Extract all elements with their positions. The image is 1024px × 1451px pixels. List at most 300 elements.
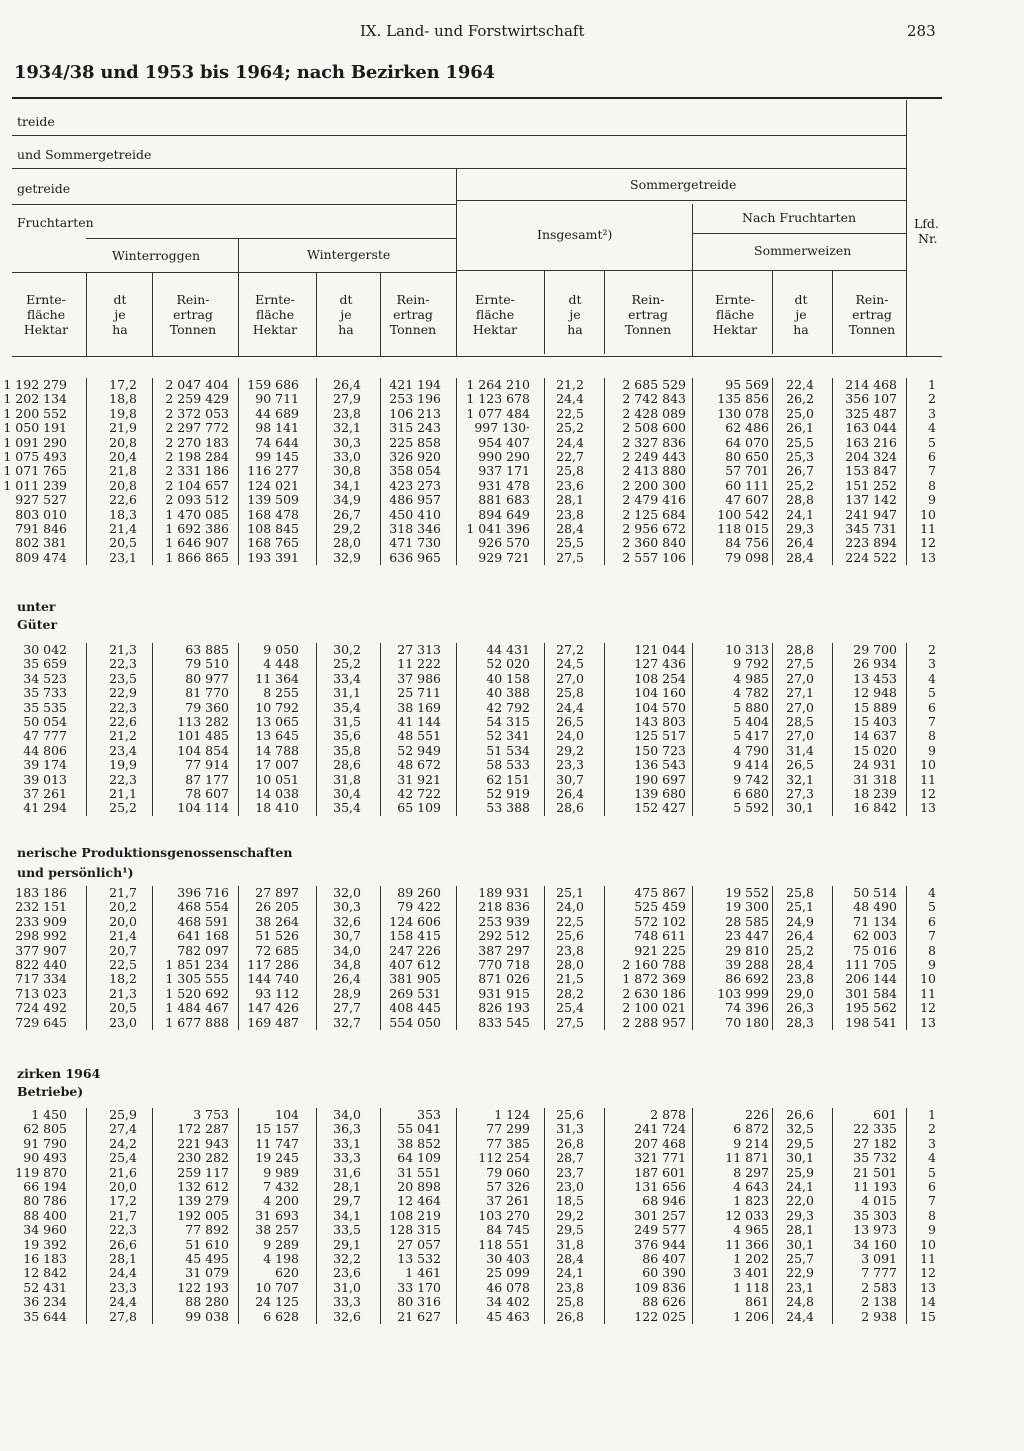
table-cell: 2 100 021: [622, 1000, 686, 1016]
table-cell: 22,5: [556, 913, 584, 929]
table-cell: 2 938: [861, 1308, 897, 1324]
table-cell: 50 054: [23, 714, 67, 729]
header-row-1: treide: [17, 114, 55, 129]
table-cell: 29 700: [853, 642, 897, 657]
row-number: 9: [928, 957, 936, 972]
column-divider: [380, 886, 381, 1030]
table-cell: 29,1: [333, 1236, 361, 1252]
table-cell: 31,6: [333, 1164, 361, 1180]
table-cell: 104 114: [177, 800, 229, 816]
table-cell: 22,7: [556, 449, 584, 464]
table-cell: 45 495: [185, 1251, 229, 1266]
table-cell: 124 021: [247, 477, 299, 493]
table-cell: 269 531: [389, 985, 441, 1001]
table-cell: 108 219: [389, 1207, 441, 1223]
table-cell: 35,6: [333, 728, 361, 744]
table-cell: 1 071 765: [3, 463, 67, 479]
table-cell: 28,0: [556, 957, 584, 972]
row-number: 7: [928, 463, 936, 479]
table-cell: 34,8: [333, 957, 361, 972]
table-cell: 26,4: [786, 928, 814, 944]
table-cell: 25,4: [556, 1000, 584, 1016]
table-cell: 13 065: [255, 714, 299, 729]
table-cell: 118 551: [478, 1236, 530, 1252]
table-cell: 25 099: [486, 1265, 530, 1281]
table-cell: 11 747: [255, 1135, 299, 1151]
table-cell: 2 047 404: [165, 377, 229, 392]
table-cell: 15 020: [853, 742, 897, 758]
table-cell: 87 177: [185, 771, 229, 787]
column-header-line: fläche: [26, 307, 66, 322]
header-rule-1: [12, 135, 906, 136]
table-row: [0, 378, 1024, 392]
table-cell: 23,5: [109, 670, 137, 686]
header-column-divider: [604, 270, 605, 354]
table-cell: 44 431: [486, 642, 530, 657]
row-number: 4: [928, 885, 936, 900]
column-header-line: je: [340, 307, 352, 322]
table-cell: 204 324: [845, 449, 897, 464]
table-cell: 104 160: [634, 685, 686, 701]
table-cell: 809 474: [15, 549, 67, 565]
top-rule: [12, 97, 942, 99]
row-number: 8: [928, 728, 936, 744]
table-cell: 22 335: [853, 1121, 897, 1137]
table-cell: 34 960: [23, 1222, 67, 1238]
table-cell: 4 198: [263, 1251, 299, 1266]
table-cell: 396 716: [177, 885, 229, 900]
table-cell: 572 102: [634, 913, 686, 929]
table-cell: 86 407: [642, 1251, 686, 1266]
table-cell: 108 254: [634, 670, 686, 686]
table-cell: 27,2: [556, 642, 584, 657]
table-cell: 30,1: [786, 1236, 814, 1252]
table-cell: 2 104 657: [165, 477, 229, 493]
table-cell: 13 973: [853, 1222, 897, 1238]
table-row: [0, 450, 1024, 464]
table-cell: 198 541: [845, 1014, 897, 1030]
table-cell: 21 501: [853, 1164, 897, 1180]
table-cell: 121 044: [634, 642, 686, 657]
table-cell: 34 402: [486, 1294, 530, 1310]
table-cell: 770 718: [478, 957, 530, 972]
table-cell: 28,9: [333, 985, 361, 1001]
row-number: 13: [920, 549, 936, 565]
table-cell: 18,3: [109, 506, 137, 522]
table-cell: 20,7: [109, 942, 137, 958]
table-cell: 60 111: [725, 477, 769, 493]
table-cell: 28,8: [786, 642, 814, 657]
table-cell: 26,8: [556, 1135, 584, 1151]
column-header-line: fläche: [715, 307, 755, 322]
table-cell: 24,4: [109, 1294, 137, 1310]
table-cell: 62 805: [23, 1121, 67, 1137]
table-row: [0, 551, 1024, 565]
table-cell: 80 977: [185, 670, 229, 686]
table-cell: 39 013: [23, 771, 67, 787]
row-number: 6: [928, 913, 936, 929]
table-cell: 8 297: [733, 1164, 769, 1180]
column-header: [832, 292, 912, 337]
header-column-divider: [152, 272, 153, 356]
table-cell: 127 436: [634, 656, 686, 672]
table-cell: 34 523: [23, 670, 67, 686]
table-cell: 822 440: [15, 957, 67, 972]
column-header-line: ertrag: [852, 307, 892, 322]
table-cell: 2 479 416: [622, 492, 686, 508]
table-cell: 525 459: [634, 899, 686, 915]
row-number: 3: [928, 405, 936, 421]
table-cell: 28 585: [725, 913, 769, 929]
table-cell: 468 591: [177, 913, 229, 929]
table-cell: 292 512: [478, 928, 530, 944]
table-row: [0, 1016, 1024, 1030]
table-cell: 74 396: [725, 1000, 769, 1016]
header-sommergetreide: Sommergetreide: [630, 177, 737, 192]
table-cell: 318 346: [389, 521, 441, 536]
table-row: [0, 944, 1024, 958]
column-divider: [316, 643, 317, 816]
table-cell: 163 044: [845, 420, 897, 436]
table-cell: 77 892: [185, 1222, 229, 1238]
table-cell: 60 390: [642, 1265, 686, 1281]
column-divider: [906, 1108, 907, 1324]
table-cell: 52 919: [486, 786, 530, 801]
table-cell: 27,0: [786, 670, 814, 686]
table-cell: 48 490: [853, 899, 897, 915]
table-cell: 21,2: [556, 377, 584, 392]
row-number: 12: [920, 535, 936, 551]
table-cell: 11 366: [725, 1236, 769, 1252]
table-cell: 21,9: [109, 420, 137, 436]
column-divider: [152, 1108, 153, 1324]
table-cell: 66 194: [23, 1179, 67, 1194]
row-number: 9: [928, 492, 936, 508]
table-row: [0, 900, 1024, 914]
section-subtitle: Betriebe): [17, 1084, 84, 1099]
table-cell: 25,2: [786, 477, 814, 493]
table-cell: 58 533: [486, 757, 530, 773]
table-row: [0, 522, 1024, 536]
table-cell: 11 871: [725, 1150, 769, 1166]
table-cell: 23,8: [556, 506, 584, 522]
table-cell: 32,1: [333, 420, 361, 436]
table-cell: 18 410: [255, 800, 299, 816]
table-cell: 25,8: [556, 1294, 584, 1310]
row-number: 3: [928, 656, 936, 672]
table-cell: 27,0: [786, 699, 814, 715]
table-cell: 53 388: [486, 800, 530, 816]
table-row: [0, 421, 1024, 435]
table-cell: 2 742 843: [622, 391, 686, 407]
table-cell: 26,7: [786, 463, 814, 479]
table-cell: 21,3: [109, 642, 137, 657]
table-cell: 1 872 369: [622, 971, 686, 987]
table-cell: 117 286: [247, 957, 299, 972]
table-row: [0, 787, 1024, 801]
table-cell: 139 680: [634, 786, 686, 801]
table-row: [0, 715, 1024, 729]
table-cell: 24 931: [853, 757, 897, 773]
table-cell: 26 205: [255, 899, 299, 915]
table-cell: 1 866 865: [165, 549, 229, 565]
table-cell: 2 138: [861, 1294, 897, 1310]
column-divider: [86, 643, 87, 816]
column-divider: [544, 378, 545, 565]
column-header-line: ertrag: [173, 307, 213, 322]
header-column-divider: [316, 272, 317, 356]
table-row: [0, 657, 1024, 671]
table-cell: 51 534: [486, 742, 530, 758]
table-cell: 77 299: [486, 1121, 530, 1137]
table-cell: 41 294: [23, 800, 67, 816]
column-divider: [456, 886, 457, 1030]
table-cell: 52 341: [486, 728, 530, 744]
column-divider: [692, 378, 693, 565]
table-cell: 5 404: [733, 714, 769, 729]
table-row: [0, 972, 1024, 986]
header-column-divider: [832, 270, 833, 354]
table-cell: 25,8: [786, 885, 814, 900]
row-number: 6: [928, 699, 936, 715]
column-divider: [772, 886, 773, 1030]
table-cell: 23,0: [109, 1014, 137, 1030]
table-cell: 37 986: [397, 670, 441, 686]
table-cell: 143 803: [634, 714, 686, 729]
table-cell: 13 645: [255, 728, 299, 744]
table-cell: 26,4: [333, 377, 361, 392]
column-header-line: Rein-: [631, 292, 665, 307]
column-header-line: Hektar: [23, 322, 69, 337]
table-cell: 729 645: [15, 1014, 67, 1030]
table-cell: 33,1: [333, 1135, 361, 1151]
table-cell: 9 989: [263, 1164, 299, 1180]
header-rule-3: [12, 204, 456, 205]
table-cell: 35,4: [333, 800, 361, 816]
table-cell: 206 144: [845, 971, 897, 987]
table-cell: 32,9: [333, 549, 361, 565]
table-cell: 25,2: [109, 800, 137, 816]
table-cell: 33,4: [333, 670, 361, 686]
table-cell: 22,5: [109, 957, 137, 972]
row-number: 7: [928, 714, 936, 729]
table-cell: 475 867: [634, 885, 686, 900]
table-cell: 64 109: [397, 1150, 441, 1166]
column-divider: [604, 378, 605, 565]
table-cell: 31 921: [397, 771, 441, 787]
column-divider: [692, 886, 693, 1030]
column-divider: [86, 1108, 87, 1324]
table-cell: 27 182: [853, 1135, 897, 1151]
table-cell: 119 870: [15, 1164, 67, 1180]
table-cell: 47 777: [23, 728, 67, 744]
table-row: [0, 1108, 1024, 1122]
column-divider: [238, 1108, 239, 1324]
row-number: 4: [928, 420, 936, 436]
table-cell: 861: [745, 1294, 769, 1310]
table-cell: 22,3: [109, 1222, 137, 1238]
table-cell: 139 279: [177, 1193, 229, 1209]
column-divider: [238, 643, 239, 816]
table-cell: 2 297 772: [165, 420, 229, 436]
table-cell: 24,8: [786, 1294, 814, 1310]
table-cell: 21,3: [109, 985, 137, 1001]
table-cell: 99 145: [255, 449, 299, 464]
table-cell: 14 637: [853, 728, 897, 744]
table-cell: 25,4: [109, 1150, 137, 1166]
table-cell: 26,5: [556, 714, 584, 729]
table-cell: 921 225: [634, 942, 686, 958]
table-row: [0, 392, 1024, 406]
table-cell: 9 742: [733, 771, 769, 787]
table-cell: 1 206: [733, 1308, 769, 1324]
column-divider: [604, 1108, 605, 1324]
table-cell: 84 756: [725, 535, 769, 551]
table-cell: 118 015: [717, 521, 769, 536]
table-cell: 24,0: [556, 899, 584, 915]
column-divider: [544, 1108, 545, 1324]
table-cell: 2 160 788: [622, 957, 686, 972]
table-cell: 169 487: [247, 1014, 299, 1030]
column-divider: [772, 643, 773, 816]
table-cell: 32,1: [786, 771, 814, 787]
table-cell: 189 931: [478, 885, 530, 900]
table-cell: 36 234: [23, 1294, 67, 1310]
table-cell: 28,4: [786, 957, 814, 972]
table-cell: 128 315: [389, 1222, 441, 1238]
table-cell: 423 273: [389, 477, 441, 493]
table-cell: 1 484 467: [165, 1000, 229, 1016]
row-number: 9: [928, 742, 936, 758]
table-cell: 35,4: [333, 699, 361, 715]
table-cell: 19,8: [109, 405, 137, 421]
table-cell: 27,5: [556, 1014, 584, 1030]
section-title: unter: [17, 599, 56, 614]
table-cell: 407 612: [389, 957, 441, 972]
table-cell: 18,8: [109, 391, 137, 407]
table-cell: 132 612: [177, 1179, 229, 1194]
header-rule-5b: [456, 270, 906, 271]
row-number: 13: [920, 1279, 936, 1295]
table-cell: 25 711: [397, 685, 441, 701]
table-cell: 27,4: [109, 1121, 137, 1137]
table-cell: 38 852: [397, 1135, 441, 1151]
table-row: [0, 436, 1024, 450]
table-cell: 927 527: [15, 492, 67, 508]
table-cell: 23,1: [109, 549, 137, 565]
table-cell: 25,8: [556, 685, 584, 701]
table-cell: 2 198 284: [165, 449, 229, 464]
table-cell: 20,8: [109, 434, 137, 450]
table-cell: 554 050: [389, 1014, 441, 1030]
table-cell: 190 697: [634, 771, 686, 787]
column-header: [608, 292, 688, 337]
table-cell: 3 753: [193, 1107, 229, 1122]
table-cell: 23,3: [109, 1279, 137, 1295]
table-cell: 62 003: [853, 928, 897, 944]
table-cell: 36,3: [333, 1121, 361, 1137]
table-cell: 90 493: [23, 1150, 67, 1166]
table-cell: 122 025: [634, 1308, 686, 1324]
column-header-line: ha: [567, 322, 583, 337]
row-number: 5: [928, 1164, 936, 1180]
table-cell: 57 701: [725, 463, 769, 479]
table-cell: 24,4: [109, 1265, 137, 1281]
table-row: [0, 1122, 1024, 1136]
column-header-line: je: [569, 307, 581, 322]
table-cell: 93 112: [255, 985, 299, 1001]
table-cell: 81 770: [185, 685, 229, 701]
table-cell: 11 193: [853, 1179, 897, 1194]
table-cell: 471 730: [389, 535, 441, 551]
table-cell: 2 413 880: [622, 463, 686, 479]
column-header-line: Tonnen: [389, 322, 437, 337]
column-divider: [544, 643, 545, 816]
table-cell: 1 192 279: [3, 377, 67, 392]
table-cell: 147 426: [247, 1000, 299, 1016]
table-cell: 620: [275, 1265, 299, 1281]
column-header-line: dt: [339, 292, 353, 307]
table-cell: 31 551: [397, 1164, 441, 1180]
table-cell: 4 790: [733, 742, 769, 758]
table-cell: 26,6: [786, 1107, 814, 1122]
column-header-line: dt: [113, 292, 127, 307]
table-cell: 31,8: [556, 1236, 584, 1252]
table-cell: 62 151: [486, 771, 530, 787]
row-number: 4: [928, 1150, 936, 1166]
table-cell: 25,5: [556, 535, 584, 551]
column-header-line: ha: [793, 322, 809, 337]
table-cell: 108 845: [247, 521, 299, 536]
column-header: [153, 292, 233, 337]
table-cell: 88 280: [185, 1294, 229, 1310]
table-cell: 833 545: [478, 1014, 530, 1030]
table-cell: 421 194: [389, 377, 441, 392]
table-row: [0, 801, 1024, 815]
header-column-divider: [544, 270, 545, 354]
table-cell: 298 992: [15, 928, 67, 944]
header-fruchtarten: Fruchtarten: [17, 215, 94, 230]
table-cell: 468 554: [177, 899, 229, 915]
table-cell: 1 041 396: [466, 521, 530, 536]
table-cell: 31,8: [333, 771, 361, 787]
table-cell: 5 417: [733, 728, 769, 744]
table-cell: 326 920: [389, 449, 441, 464]
table-cell: 130 078: [717, 405, 769, 421]
table-cell: 7 777: [861, 1265, 897, 1281]
row-number: 2: [928, 391, 936, 407]
header-rule-4: [692, 233, 906, 234]
table-cell: 2 583: [861, 1279, 897, 1295]
table-cell: 33,0: [333, 449, 361, 464]
header-rule-5: [12, 272, 456, 273]
table-row: [0, 672, 1024, 686]
table-row: [0, 493, 1024, 507]
table-cell: 376 944: [634, 1236, 686, 1252]
table-cell: 23,3: [556, 757, 584, 773]
table-row: [0, 407, 1024, 421]
table-cell: 27 313: [397, 642, 441, 657]
column-divider: [832, 886, 833, 1030]
table-cell: 26,2: [786, 391, 814, 407]
row-number: 13: [920, 800, 936, 816]
header-row-2: und Sommergetreide: [17, 147, 152, 162]
table-cell: 321 771: [634, 1150, 686, 1166]
column-header: [535, 292, 615, 337]
table-cell: 931 478: [478, 477, 530, 493]
row-number: 1: [928, 1107, 936, 1122]
table-cell: 28,0: [333, 535, 361, 551]
